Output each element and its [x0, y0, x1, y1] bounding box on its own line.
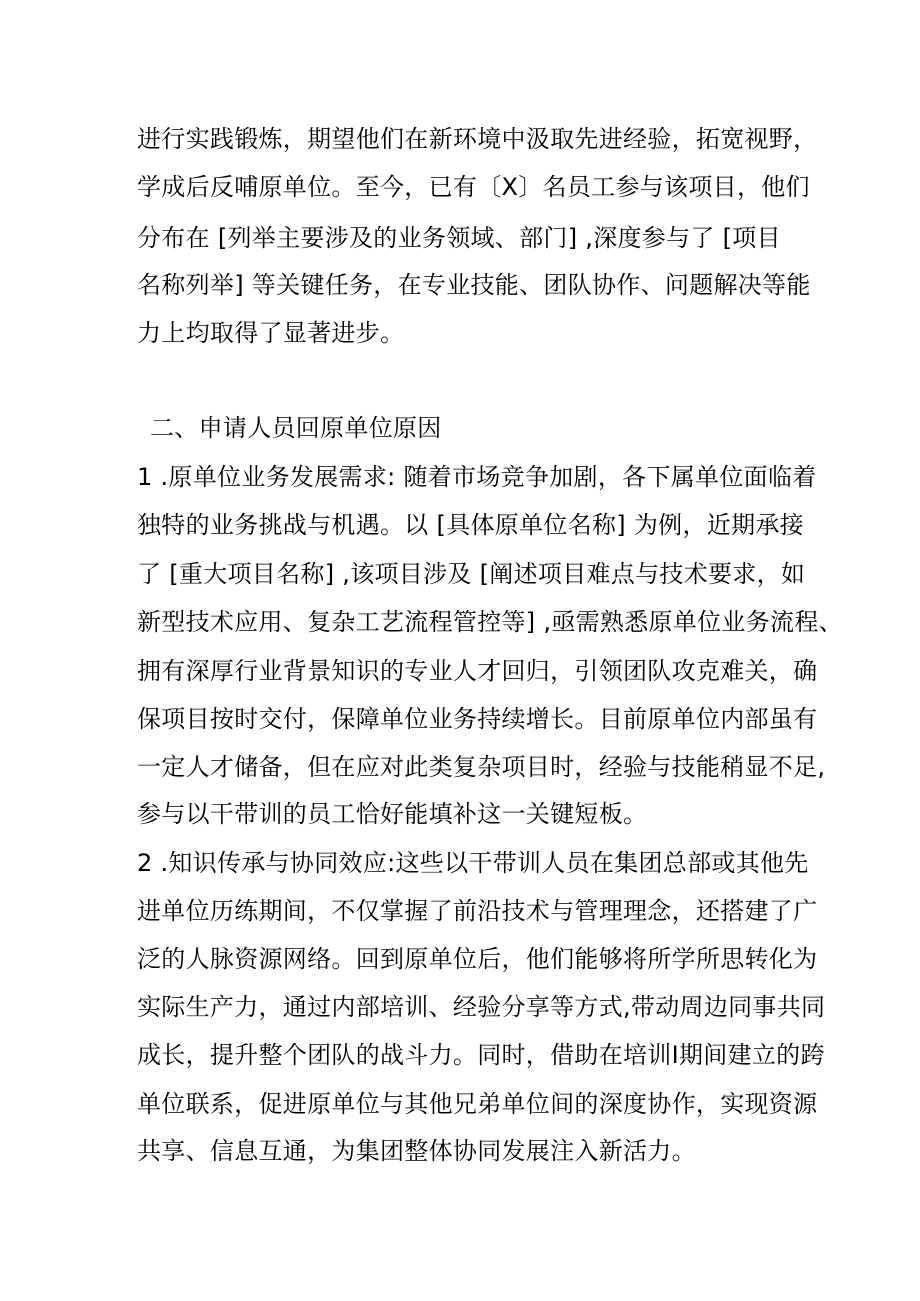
item1-line-2: 独特的业务挑战与机遇。以 [具体原单位名称] 为例，近期承接: [137, 511, 804, 539]
intro-line-3: 分布在 [列举主要涉及的业务领域、部门] ,深度参与了 [项目: [137, 224, 781, 252]
item1-line-3: 了 [重大项目名称] ,该项目涉及 [阐述项目难点与技术要求，如: [137, 560, 806, 588]
item1-line-8: 参与以干带训的员工恰好能填补这一关键短板。: [137, 800, 648, 828]
item2-line-5: 成长，提升整个团队的战斗力。同时，借助在培训I期间建立的跨: [137, 1041, 825, 1069]
section-heading: 二、申请人员回原单位原因: [150, 414, 442, 442]
intro-line-2: 学成后反哺原单位。至今，已有〔X〕名员工参与该项目，他们: [137, 173, 810, 201]
intro-line-1: 进行实践锻炼，期望他们在新环境中汲取先进经验，拓宽视野，: [137, 125, 818, 153]
item2-line-4: 实际生产力，通过内部培训、经验分享等方式,带动周边同事共同: [137, 993, 826, 1021]
item2-line-3: 泛的人脉资源网络。回到原单位后，他们能够将所学所思转化为: [137, 945, 818, 973]
item1-line-5: 拥有深厚行业背景知识的专业人才回归，引领团队攻克难关，确: [137, 657, 818, 685]
item1-line-4: 新型技术应用、复杂工艺流程管控等] ,亟需熟悉原单位业务流程、: [137, 608, 843, 636]
item1-line-7: 一定人才储备，但在应对此类复杂项目时，经验与技能稍显不足,: [137, 753, 826, 781]
intro-line-5: 力上均取得了显著进步。: [137, 319, 405, 347]
item1-line-1: 1 .原单位业务发展需求: 随着市场竞争加剧，各下属单位面临着: [137, 463, 817, 491]
item2-line-7: 共享、信息互通，为集团整体协同发展注入新活力。: [137, 1137, 696, 1165]
item2-line-1: 2 .知识传承与协同效应:这些以干带训人员在集团总部或其他先: [137, 849, 809, 877]
item1-line-6: 保项目按时交付，保障单位业务持续增长。目前原单位内部虽有: [137, 705, 818, 733]
item2-line-2: 进单位历练期间，不仅掌握了前沿技术与管理理念，还搭建了广: [137, 897, 818, 925]
intro-line-4: 名称列举] 等关键任务，在专业技能、团队协作、问题解决等能: [137, 271, 811, 299]
item2-line-6: 单位联系，促进原单位与其他兄弟单位间的深度协作，实现资源: [137, 1090, 818, 1118]
